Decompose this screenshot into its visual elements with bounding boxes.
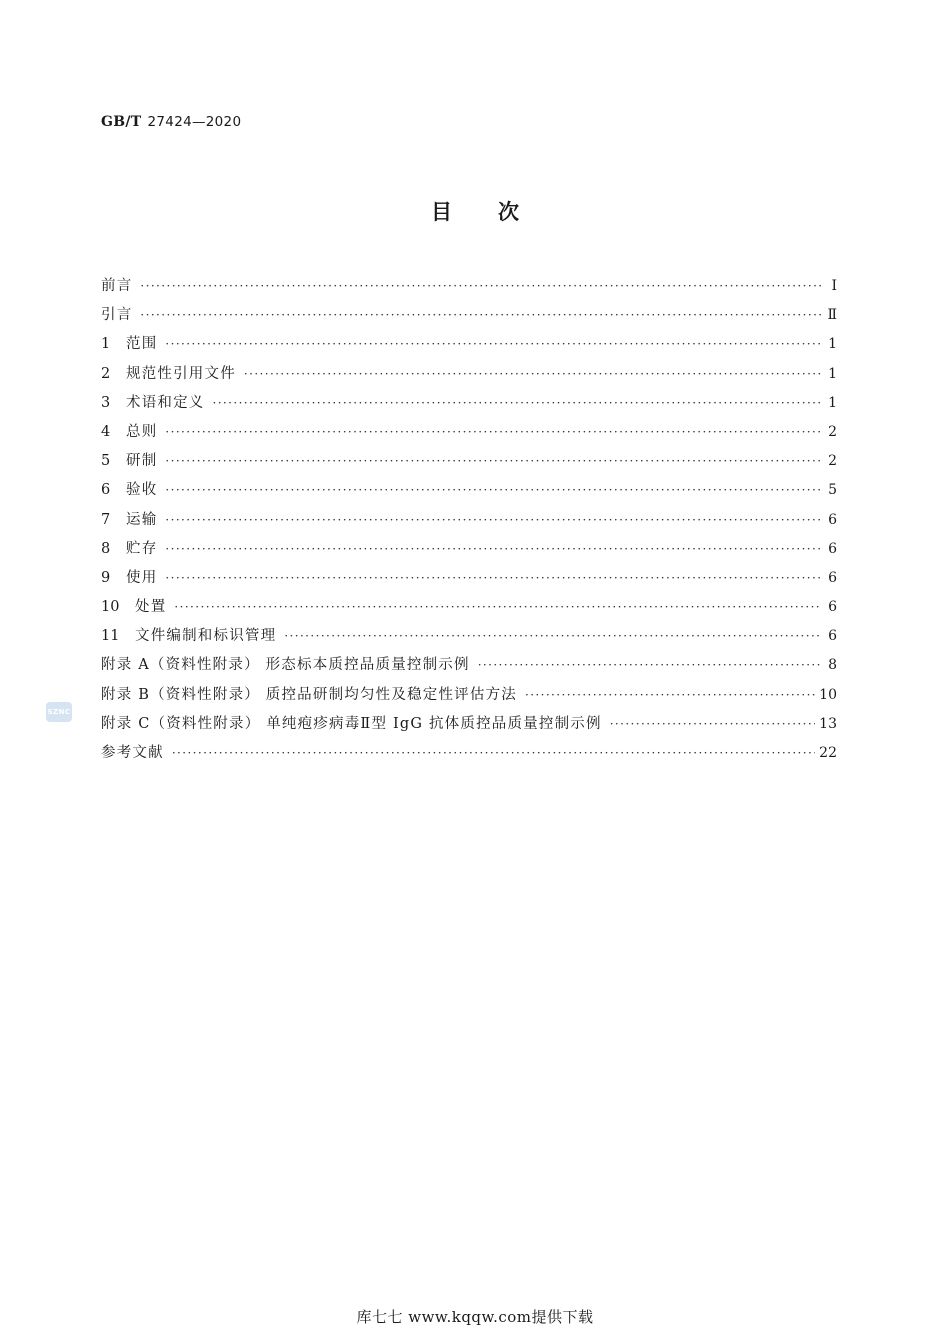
toc-dot-leader xyxy=(174,600,821,614)
toc-entry-number: 7 xyxy=(101,511,111,528)
toc-entry-page-number: 6 xyxy=(828,511,837,528)
toc-entry-number: 2 xyxy=(101,365,111,382)
toc-entry-page-number: 5 xyxy=(828,482,837,499)
toc-entry[interactable] xyxy=(101,537,837,566)
toc-entry-page-number: 6 xyxy=(828,569,837,586)
toc-entry-label: 运输 xyxy=(126,511,158,528)
toc-entry-number: 6 xyxy=(101,482,111,499)
toc-dot-leader xyxy=(478,658,821,672)
toc-entry-label: 附录 C（资料性附录） 单纯疱疹病毒Ⅱ型 IgG 抗体质控品质量控制示例 xyxy=(101,715,602,732)
toc-entry[interactable] xyxy=(101,303,837,332)
toc-dot-leader xyxy=(165,571,821,585)
toc-entry[interactable] xyxy=(101,362,837,391)
toc-dot-leader xyxy=(165,425,821,439)
toc-entry-number: 11 xyxy=(101,628,120,645)
toc-entry-page-number: 13 xyxy=(819,715,837,732)
toc-entry-page-number: 8 xyxy=(828,657,837,674)
toc-entry-label: 验收 xyxy=(126,482,158,499)
toc-entry[interactable] xyxy=(101,478,837,507)
toc-entry[interactable] xyxy=(101,508,837,537)
toc-entry-page-number: 6 xyxy=(828,599,837,616)
toc-dot-leader xyxy=(525,688,815,702)
page-title: 目次 xyxy=(431,200,565,224)
toc-entry-label: 参考文献 xyxy=(101,745,164,761)
toc-entry-number: 4 xyxy=(101,423,111,440)
toc-entry[interactable] xyxy=(101,391,837,420)
toc-dot-leader xyxy=(140,308,821,322)
toc-entry-label: 引言 xyxy=(101,307,133,324)
side-watermark-logo: SZNC xyxy=(46,702,72,722)
toc-entry-page-number: 6 xyxy=(828,628,837,645)
toc-entry-number: 3 xyxy=(101,394,111,411)
toc-entry[interactable] xyxy=(101,624,837,653)
toc-entry-label: 附录 B（资料性附录） 质控品研制均匀性及稳定性评估方法 xyxy=(101,686,517,703)
toc-entry-label: 处置 xyxy=(135,599,167,616)
toc-entry-label: 术语和定义 xyxy=(126,394,205,411)
toc-entry[interactable] xyxy=(101,420,837,449)
standard-code xyxy=(101,114,241,130)
toc-dot-leader xyxy=(165,454,821,468)
toc-entry-label: 总则 xyxy=(126,423,158,440)
toc-entry-label: 前言 xyxy=(101,278,133,294)
toc-entry[interactable] xyxy=(101,712,837,741)
toc-entry-page-number: 6 xyxy=(828,540,837,557)
toc-entry-label: 使用 xyxy=(126,569,158,586)
toc-entry-page-number: 1 xyxy=(828,365,837,382)
standard-number: 27424—2020 xyxy=(147,114,242,130)
toc-entry-page-number: 22 xyxy=(819,745,837,761)
toc-dot-leader xyxy=(165,337,821,351)
toc-dot-leader xyxy=(172,746,815,760)
toc-entry-page-number: Ⅰ xyxy=(831,278,837,294)
toc-dot-leader xyxy=(165,542,821,556)
toc-entry[interactable] xyxy=(101,332,837,361)
toc-dot-leader xyxy=(610,717,815,731)
toc-entry-page-number: 1 xyxy=(828,336,837,353)
table-of-contents xyxy=(101,274,837,770)
toc-entry-page-number: 1 xyxy=(828,394,837,411)
toc-entry-page-number: Ⅱ xyxy=(827,307,837,324)
toc-entry-number: 8 xyxy=(101,540,111,557)
toc-dot-leader xyxy=(284,629,821,643)
toc-entry-label: 研制 xyxy=(126,453,158,470)
standard-prefix: GB/T xyxy=(101,114,142,130)
toc-entry[interactable] xyxy=(101,595,837,624)
toc-entry-label: 文件编制和标识管理 xyxy=(135,628,277,645)
toc-entry[interactable] xyxy=(101,683,837,712)
toc-entry-page-number: 10 xyxy=(819,686,837,703)
toc-dot-leader xyxy=(213,396,822,410)
toc-entry-number: 5 xyxy=(101,453,111,470)
toc-entry-page-number: 2 xyxy=(828,453,837,470)
toc-entry-number: 1 xyxy=(101,336,111,353)
toc-entry[interactable] xyxy=(101,274,837,303)
toc-entry-label: 范围 xyxy=(126,336,158,353)
toc-entry[interactable] xyxy=(101,741,837,770)
toc-dot-leader xyxy=(165,513,821,527)
toc-entry-page-number: 2 xyxy=(828,423,837,440)
footer-download-note: 库七七 www.kqqw.com提供下载 xyxy=(356,1308,594,1326)
toc-dot-leader xyxy=(165,483,821,497)
toc-entry-label: 规范性引用文件 xyxy=(126,365,236,382)
toc-entry-number: 10 xyxy=(101,599,120,616)
toc-entry[interactable] xyxy=(101,449,837,478)
toc-entry[interactable] xyxy=(101,653,837,682)
toc-entry-label: 附录 A（资料性附录） 形态标本质控品质量控制示例 xyxy=(101,657,470,674)
toc-entry-number: 9 xyxy=(101,569,111,586)
toc-dot-leader xyxy=(140,279,821,293)
toc-entry-label: 贮存 xyxy=(126,540,158,557)
toc-entry[interactable] xyxy=(101,566,837,595)
toc-dot-leader xyxy=(244,367,821,381)
